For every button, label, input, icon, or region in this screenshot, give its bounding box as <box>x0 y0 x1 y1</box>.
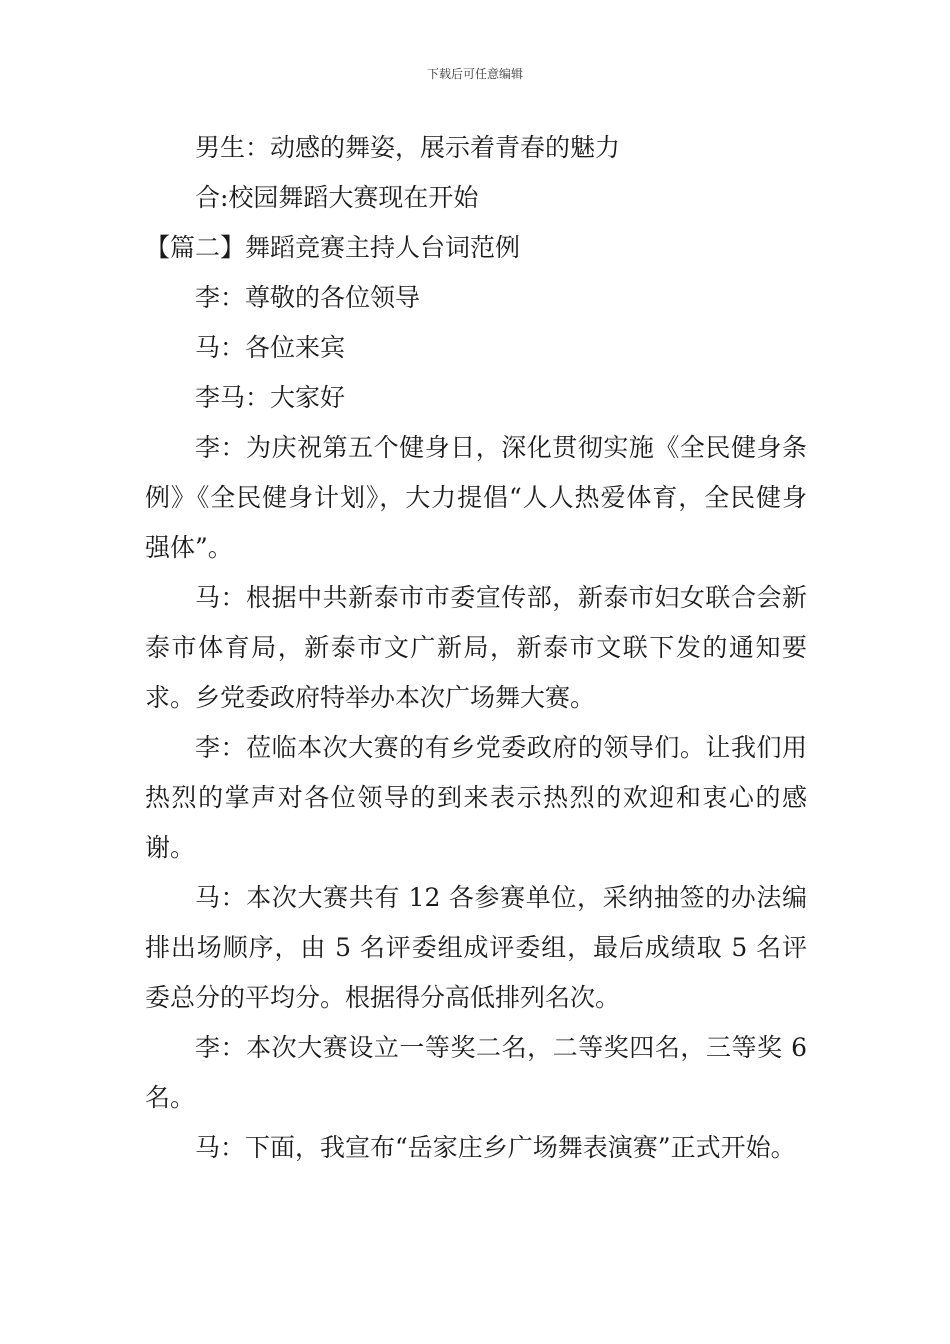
paragraph-lima-greeting: 李马：大家好 <box>195 383 346 412</box>
paragraph-ma-start: 马：下面，我宣布“岳家庄乡广场舞表演赛”正式开始。 <box>195 1133 796 1162</box>
paragraph-li-welcome: 李：莅临本次大赛的有乡党委政府的领导们。让我们用热烈的掌声对各位领导的到来表示热烈的欢迎和衷心的感谢。 <box>145 733 807 862</box>
paragraph-together-line: 合:校园舞蹈大赛现在开始 <box>195 183 479 212</box>
document-body <box>145 123 807 1173</box>
section-heading: 【篇二】舞蹈竞赛主持人台词范例 <box>145 233 521 262</box>
paragraph-ma-rules: 马：本次大赛共有 12 各参赛单位，采纳抽签的办法编排出场顺序，由 5 名评委组成评委组，最后成绩取 5 名评委总分的平均分。根据得分高低排列名次。 <box>145 883 807 1012</box>
paragraph-ma-basis: 马：根据中共新泰市市委宣传部，新泰市妇女联合会新泰市体育局，新泰市文广新局，新泰市文联下发的通知要求。乡党委政府特举办本次广场舞大赛。 <box>145 583 807 712</box>
paragraph-male-line: 男生：动感的舞姿，展示着青春的魅力 <box>195 133 621 162</box>
paragraph-ma-greeting: 马：各位来宾 <box>195 333 346 362</box>
paragraph-li-greeting: 李：尊敬的各位领导 <box>195 283 421 312</box>
paragraph-li-purpose: 李：为庆祝第五个健身日，深化贯彻实施《全民健身条例》《全民健身计划》，大力提倡“人人热爱体育，全民健身强体”。 <box>145 433 807 562</box>
page-header-note: 下载后可任意编辑 <box>426 67 523 81</box>
paragraph-li-awards: 李：本次大赛设立一等奖二名，二等奖四名，三等奖 6 名。 <box>145 1033 807 1112</box>
